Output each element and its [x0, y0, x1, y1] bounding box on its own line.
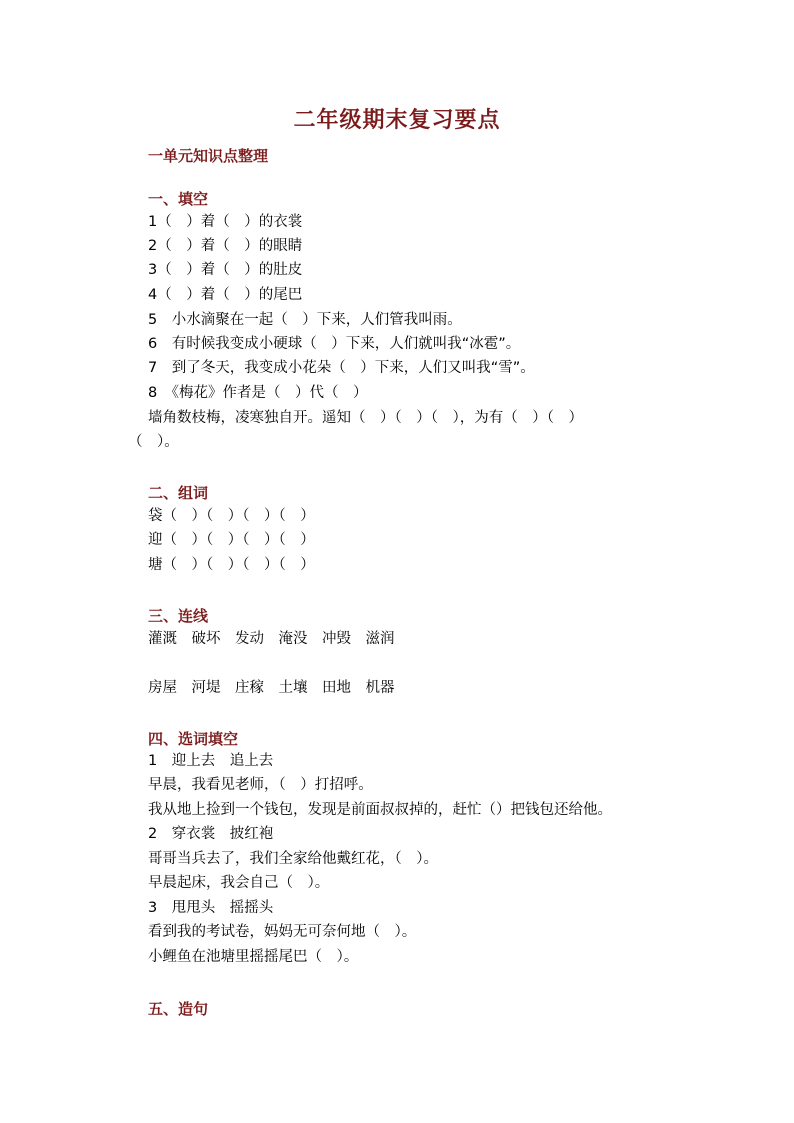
section-heading-choose-words: 四、选词填空 [148, 730, 239, 748]
unit-subtitle: 一单元知识点整理 [148, 147, 269, 165]
choice-question: 哥哥当兵去了，我们全家给他戴红花，（ ）。 [148, 851, 438, 867]
question-line: 1（ ）着（ ）的衣裳 [148, 214, 303, 230]
question-line: 4（ ）着（ ）的尾巴 [148, 287, 303, 303]
choice-options: 3 甩甩头 摇摇头 [148, 900, 274, 916]
poem-line: 墙角数枝梅，凌寒独自开。遥知（ ）（ ）（ ），为有（ ）（ ） [148, 410, 583, 426]
question-line: 6 有时候我变成小硬球（ ）下来，人们就叫我“冰雹”。 [148, 336, 521, 352]
section-heading-sentences: 五、造句 [148, 1000, 209, 1018]
matching-words-nouns: 房屋 河堤 庄稼 土壤 田地 机器 [148, 680, 395, 696]
choice-options: 2 穿衣裳 披红袍 [148, 826, 274, 842]
question-line: 8 《梅花》作者是（ ）代（ ） [148, 385, 368, 401]
poem-line-continued: （ ）。 [128, 434, 179, 450]
choice-options: 1 迎上去 追上去 [148, 753, 274, 769]
question-line: 7 到了冬天，我变成小花朵（ ）下来，人们又叫我“雪”。 [148, 360, 535, 376]
question-line: 5 小水滴聚在一起（ ）下来，人们管我叫雨。 [148, 312, 462, 328]
page-title: 二年级期末复习要点 [293, 107, 501, 133]
section-heading-fill-blanks: 一、填空 [148, 190, 209, 208]
word-group-line: 迎（ ）（ ）（ ）（ ） [148, 532, 315, 548]
matching-words-verbs: 灌溉 破坏 发动 淹没 冲毁 滋润 [148, 631, 395, 647]
choice-question: 小鲤鱼在池塘里摇摇尾巴（ ）。 [148, 949, 359, 965]
word-group-line: 塘（ ）（ ）（ ）（ ） [148, 557, 315, 573]
choice-question: 早晨，我看见老师，（ ）打招呼。 [148, 777, 373, 793]
word-group-line: 袋（ ）（ ）（ ）（ ） [148, 508, 315, 524]
choice-question: 我从地上捡到一个钱包，发现是前面叔叔掉的，赶忙（）把钱包还给他。 [148, 802, 612, 818]
choice-question: 早晨起床，我会自己（ ）。 [148, 875, 330, 891]
question-line: 3（ ）着（ ）的肚皮 [148, 262, 303, 278]
question-line: 2（ ）着（ ）的眼睛 [148, 238, 303, 254]
section-heading-matching: 三、连线 [148, 607, 209, 625]
choice-question: 看到我的考试卷，妈妈无可奈何地（ ）。 [148, 924, 417, 940]
section-heading-word-groups: 二、组词 [148, 484, 209, 502]
